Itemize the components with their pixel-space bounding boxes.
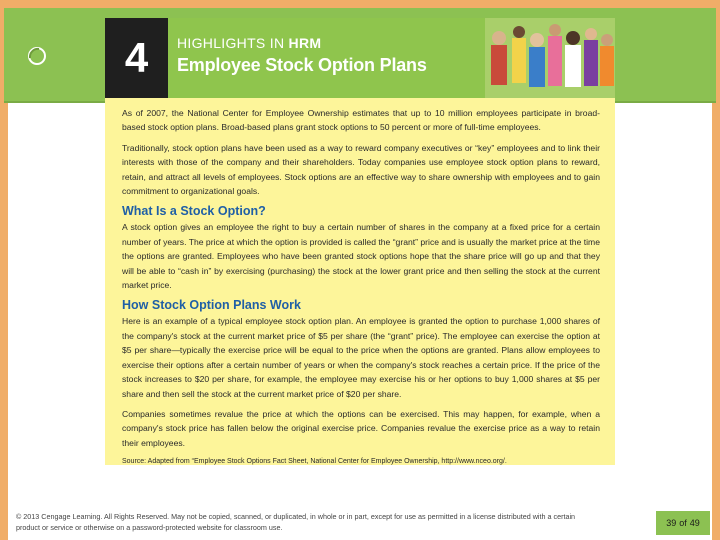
page-current: 39	[666, 518, 677, 528]
copyright-notice: © 2013 Cengage Learning. All Rights Reserved. May not be copied, scanned, or duplicated, in whole or in part, except for use as permitted in a license distributed with a certain product or service or otherwise on a password-protected website for classroom use.	[16, 512, 576, 532]
highlights-card	[105, 18, 615, 465]
highlights-label: HIGHLIGHTS IN HRM	[177, 35, 322, 51]
card-body	[105, 98, 615, 465]
section-heading-how-it-works: How Stock Option Plans Work	[122, 298, 301, 313]
page-counter	[656, 511, 710, 535]
intro-paragraph-1: As of 2007, the National Center for Employee Ownership estimates that up to 10 million employees participate in broad-based stock option plans. Broad-based plans grant stock options to 50 percent or more of full-time employees.	[122, 108, 600, 133]
section-paragraph-example: Here is an example of a typical employee stock option plan. An employee is granted the option to purchase 1,000 shares of the company's stock at the current market price of $5 per share (the “grant” price). The employee can exercise the option at $5 per share—typically the exercise price will be equal to the price when the options are granted. Plans allow employees to exercise their options after a certain number of years or when the company's stock reaches a certain price. If the price of the stock increases to $20 per share, for example, the employee may exercise his or her options to buy 1,000 shares at $5 per share and then sell the stock at the current market price of $20 per share.	[122, 316, 600, 399]
card-content	[122, 106, 600, 467]
source-citation: Source: Adapted from “Employee Stock Options Fact Sheet, National Center for Employee Ownership, http://www.nceo.org/.	[122, 458, 507, 466]
circle-logo-icon	[27, 46, 47, 66]
intro-paragraph-2: Traditionally, stock option plans have been used as a way to reward company executives or “key” employees and to link their interests with those of the company and their shareholders. Today companies use employee stock option plans to reward, retain, and attract all levels of employees. Stock options are an effective way to share ownership with employees and to gain commitment to organizational goals.	[122, 142, 600, 197]
section-paragraph-what-is: A stock option gives an employee the right to buy a certain number of shares in the company at a fixed price for a certain number of years. The price at which the option is provided is called the “grant” price and is usually the market price at the time the options are granted. Employees who have been granted stock options hope that the share price will go up and that they will be able to “cash in” by exercising (purchasing) the stock at the lower grant price and then selling the stock at the current market price.	[122, 222, 600, 291]
section-paragraph-revalue: Companies sometimes revalue the price at which the options can be exercised. This may happen, for example, when a company's stock price has fallen below the original exercise price. Companies revalue the exercise price as a way to retain their employees.	[122, 408, 600, 448]
page-total: 49	[689, 518, 700, 528]
card-title: Employee Stock Option Plans	[177, 55, 427, 75]
people-photo	[485, 18, 615, 98]
section-heading-what-is: What Is a Stock Option?	[122, 204, 266, 219]
page-of: of	[679, 518, 687, 528]
chapter-number: 4	[105, 18, 168, 98]
card-header	[105, 18, 615, 98]
